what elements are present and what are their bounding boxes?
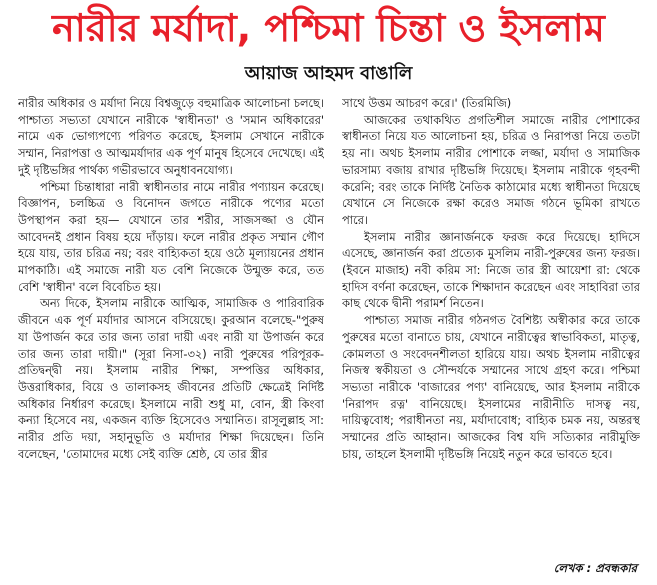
author-note: লেখক : প্রবন্ধকার <box>553 561 637 575</box>
paragraph: পাশ্চাত্য সমাজ নারীর গঠনগত বৈশিষ্ট্য অস্বীকার করে তাকে পুরুষের মতো বানাতে চায়, যেখানে নারীত্বের স্বাভাবিকতা, মাতৃত্ব, কোমলতা ও সংবেদনশীলতা হারিয়ে যায়। অথচ ইসলাম নারীত্বের নিজস্ব স্বকীয়তা ও সৌন্দর্যকে সম্মানের সাথে গ্রহণ করে। পশ্চিমা সভ্যতা নারীকে 'বাজারের পণ্য' বানিয়েছে, আর ইসলাম নারীকে 'নিরাপদ রত্ন' বানিয়েছে। ইসলামের নারীনীতি দাসত্ব নয়, দায়িত্ববোধ; পরাধীনতা নয়, মর্যাদাবোধ; বাহ্যিক চমক নয়, অন্তরস্থ সম্মানের প্রতি আহ্বান। আজকের বিশ্ব যদি সত্যিকার নারীমুক্তি চায়, তাহলে ইসলামী দৃষ্টিভঙ্গি নিয়েই নতুন করে ভাবতে হবে। <box>342 313 640 461</box>
article-title: নারীর মর্যাদা, পশ্চিমা চিন্তা ও ইসলাম <box>52 6 605 50</box>
paragraph: সাথে উত্তম আচরণ করে।' (তিরমিজি) <box>342 96 512 110</box>
article-author: আয়াজ আহমদ বাঙালি <box>244 63 413 84</box>
paragraph: ইসলাম নারীর জ্ঞানার্জনকে ফরজ করে দিয়েছে। হাদিসে এসেছে, জ্ঞানার্জন করা প্রত্যেক মুসলিম নারী-পুরুষের জন্য ফরজ। (ইবনে মাজাহ) নবী করিম সা: নিজে তার স্ত্রী আয়েশা রা: থেকে হাদিস বর্ণনা করেছেন, তাকে শিক্ষাদান করেছেন এবং সাহাবিরা তার কাছ থেকে দ্বীনী পরামর্শ নিতেন। <box>342 229 640 311</box>
paragraph: পশ্চিমা চিন্তাধারা নারী স্বাধীনতার নামে নারীর পণ্যায়ন করেছে। বিজ্ঞাপন, চলচ্চিত্র ও বিনোদন জগতে নারীকে পণ্যের মতো উপস্থাপন করা হয়— যেখানে তার শরীর, সাজসজ্জা ও যৌন আবেদনই প্রধান বিষয় হয়ে দাঁড়ায়। ফলে নারীর প্রকৃত সম্মান গৌণ হয়ে যায়, তার চরিত্র নয়; বরং বাহ্যিকতা হয়ে ওঠে মূল্যায়নের প্রধান মাপকাঠি। এই সমাজে নারী যত বেশি নিজেকে উন্মুক্ত করে, তত বেশি 'স্বাধীন' বলে বিবেচিত হয়। <box>18 179 324 294</box>
paragraph: আজকের তথাকথিত প্রগতিশীল সমাজে নারীর পোশাকের স্বাধীনতা নিয়ে যত আলোচনা হয়, চরিত্র ও নিরাপত্তা নিয়ে ততটা হয় না। অথচ ইসলাম নারীর পোশাকে লজ্জা, মর্যাদা ও সামাজিক ভারসাম্য বজায় রাখার দৃষ্টিভঙ্গি দিয়েছে। ইসলাম নারীকে গৃহবন্দী করেনি; বরং তাকে নির্দিষ্ট নৈতিক কাঠামোর মধ্যে স্বাধীনতা দিয়েছে যেখানে সে নিজেকে রক্ষা করেও সমাজ গঠনে ভূমিকা রাখতে পারে। <box>342 112 640 227</box>
left-column <box>18 95 324 580</box>
right-column <box>342 95 640 565</box>
paragraph: অন্য দিকে, ইসলাম নারীকে আত্মিক, সামাজিক ও পারিবারিক জীবনে এক পূর্ণ মর্যাদার আসনে বসিয়েছে। কুরআন বলেছে-"পুরুষ যা উপার্জন করে তার জন্য তারা দায়ী এবং নারী যা উপার্জন করে তার জন্য তারা দায়ী।" (সূরা নিসা-৩২) নারী পুরুষের পরিপূরক- প্রতিদ্বন্দ্বী নয়। ইসলাম নারীর শিক্ষা, সম্পত্তির অধিকার, উত্তরাধিকার, বিয়ে ও তালাকসহ জীবনের প্রতিটি ক্ষেত্রেই নির্দিষ্ট অধিকার নির্ধারণ করেছে। ইসলামে নারী শুধু মা, বোন, স্ত্রী কিংবা কন্যা হিসেবে নয়, একজন ব্যক্তি হিসেবেও সম্মানিত। রাসূলুল্লাহ সা: নারীর প্রতি দয়া, সহানুভূতি ও মর্যাদার শিক্ষা দিয়েছেন। তিনি বলেছেন, 'তোমাদের মধ্যে সেই ব্যক্তি শ্রেষ্ঠ, যে তার স্ত্রীর <box>18 296 324 461</box>
paragraph: নারীর অধিকার ও মর্যাদা নিয়ে বিশ্বজুড়ে বহুমাত্রিক আলোচনা চলছে। পাশ্চাত্য সভ্যতা যেখানে নারীকে 'স্বাধীনতা' ও 'সমান অধিকারের' নামে এক ভোগ্যপণ্যে পরিণত করেছে, ইসলাম সেখানে নারীকে সম্মান, নিরাপত্তা ও আত্মমর্যাদার এক পূর্ণ মানুষ হিসেবে দেখেছে। এই দুই দৃষ্টিভঙ্গির পার্থক্য গভীরভাবে অনুধাবনযোগ্য। <box>18 96 324 177</box>
